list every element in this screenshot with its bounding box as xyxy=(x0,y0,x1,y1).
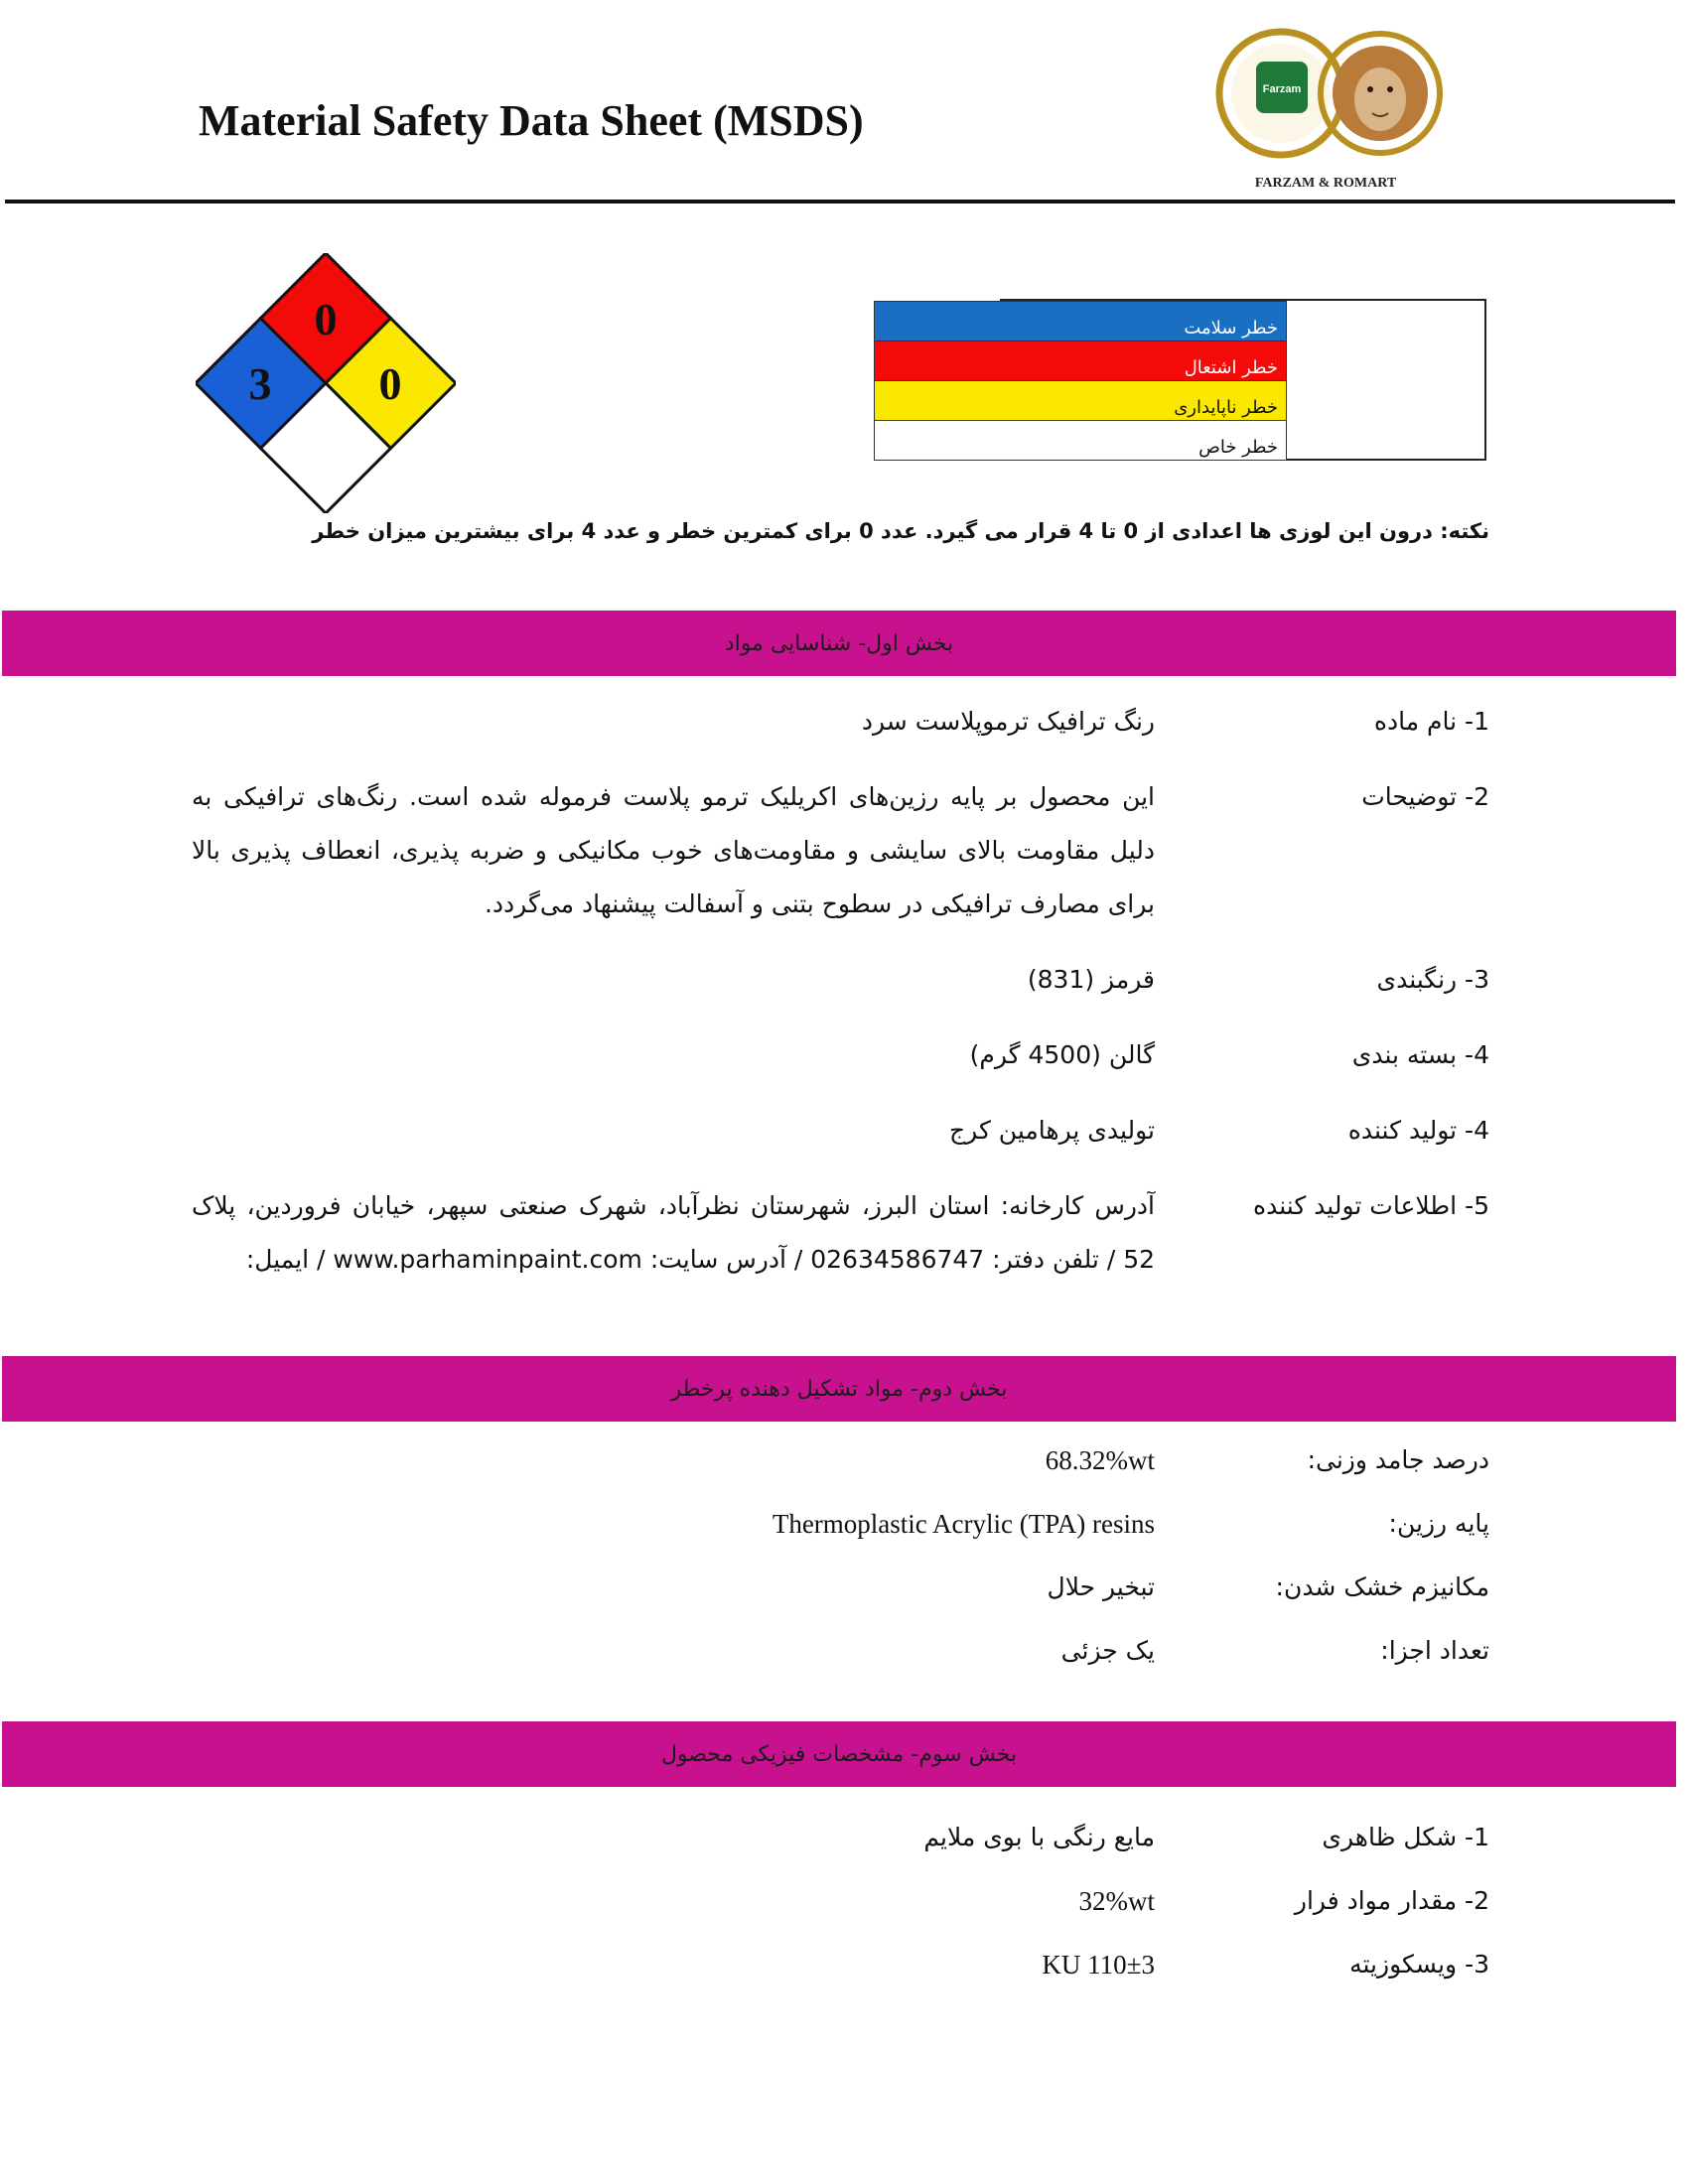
section-2-header: بخش دوم- مواد تشکیل دهنده پرخطر xyxy=(2,1356,1676,1422)
hazard-row xyxy=(1001,341,1485,380)
section-3-header: بخش سوم- مشخصات فیزیکی محصول xyxy=(2,1721,1676,1787)
hazard-label: خطر اشتعال xyxy=(874,341,1287,381)
volatile-content-value: 32%wt xyxy=(1078,1886,1155,1916)
hazard-note: نکته: درون این لوزی ها اعدادی از 0 تا 4 قرار می گیرد. عدد 0 برای کمترین خطر و عدد 4 برای بیشترین میزان خطر xyxy=(312,519,1489,543)
resin-base-value: Thermoplastic Acrylic (TPA) resins xyxy=(772,1509,1155,1539)
material-name-value: رنگ ترافیک ترموپلاست سرد xyxy=(861,707,1155,736)
viscosity-label: 3- ویسکوزیته xyxy=(1349,1950,1489,1979)
appearance-label: 1- شکل ظاهری xyxy=(1322,1823,1489,1851)
components-label: تعداد اجزا: xyxy=(1380,1636,1489,1665)
manufacturer-info-value: آدرس کارخانه: استان البرز، شهرستان نظرآباد، شهرک صنعتی سپهر، خیابان فروردین، پلاک 52 / تلفن دفتر: 02634586747 / آدرس سایت: www.parhaminpaint.com / ایمیل: xyxy=(192,1191,1155,1274)
volatile-content-label: 2- مقدار مواد فرار xyxy=(1294,1886,1489,1915)
hazard-row xyxy=(1001,420,1485,461)
logo-text: FARZAM & ROMART xyxy=(1254,176,1397,191)
description-value: این محصول بر پایه رزین‌های اکریلیک ترمو پلاست فرموله شده است. رنگ‌های ترافیکی به دلیل مقاومت بالای سایشی و مقاومت‌های خوب مکانیکی و ضربه پذیری، انعطاف پذیری بالا برای مصارف ترافیکی در سطوح بتنی و آسفالت پیشنهاد می‌گردد. xyxy=(192,782,1155,918)
resin-base-label: پایه رزین: xyxy=(1388,1509,1489,1538)
packaging-label: 4- بسته بندی xyxy=(1351,1040,1489,1069)
appearance-value: مایع رنگی با بوی ملایم xyxy=(923,1823,1155,1851)
viscosity-value: 110±3 KU xyxy=(1042,1950,1155,1979)
section-1-header: بخش اول- شناسایی مواد xyxy=(2,611,1676,676)
page-title: Material Safety Data Sheet (MSDS) xyxy=(199,96,864,145)
manufacturer-value: تولیدی پرهامین کرج xyxy=(949,1116,1155,1145)
hazard-legend-table xyxy=(1000,299,1486,461)
hazard-label: خطر سلامت xyxy=(874,301,1287,341)
color-label: 3- رنگبندی xyxy=(1376,965,1489,994)
drying-mechanism-label: مکانیزم خشک شدن: xyxy=(1275,1572,1489,1601)
hazard-row xyxy=(1001,300,1485,341)
solid-content-value: 68.32%wt xyxy=(1045,1445,1155,1475)
nfpa-diamond xyxy=(196,253,456,513)
manufacturer-info-label: 5- اطلاعات تولید کننده xyxy=(1253,1191,1489,1220)
packaging-value: گالن (4500 گرم) xyxy=(969,1040,1155,1069)
color-value: قرمز (831) xyxy=(1027,965,1155,994)
manufacturer-label: 4- تولید کننده xyxy=(1347,1116,1489,1145)
hazard-label: خطر خاص xyxy=(874,420,1287,461)
components-value: یک جزئی xyxy=(1060,1636,1155,1665)
hazard-row xyxy=(1001,380,1485,420)
nfpa-instability-value: 0 xyxy=(378,358,402,409)
logo-badge-text: Farzam xyxy=(1262,83,1302,95)
material-name-label: 1- نام ماده xyxy=(1373,707,1489,736)
solid-content-label: درصد جامد وزنی: xyxy=(1307,1445,1489,1474)
drying-mechanism-value: تبخیر حلال xyxy=(1047,1572,1155,1601)
description-label: 2- توضیحات xyxy=(1361,782,1489,811)
nfpa-health-value: 3 xyxy=(248,358,272,409)
hazard-label: خطر ناپایداری xyxy=(874,380,1287,421)
company-logo xyxy=(1201,22,1450,196)
header-divider xyxy=(5,200,1675,204)
nfpa-flammability-value: 0 xyxy=(314,294,338,344)
